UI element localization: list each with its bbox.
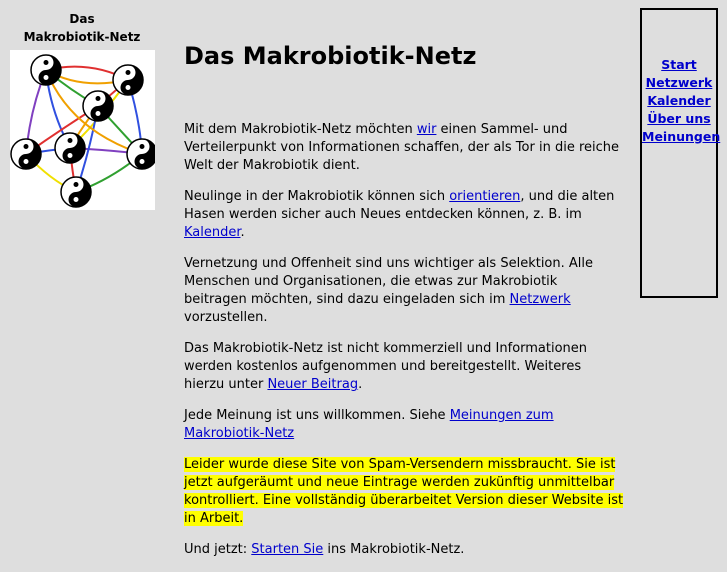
orientieren-link[interactable]: orientieren [449, 189, 521, 204]
main-content [184, 121, 624, 572]
nav-netzwerk[interactable]: Netzwerk [645, 75, 713, 90]
text: . [358, 377, 363, 392]
nav-kalender[interactable]: Kalender [647, 93, 711, 108]
text: Das Makrobiotik-Netz ist nicht kommerziell und Informationen werden kostenlos aufgenommen und bereitgestellt. Weiteres hierzu unter [184, 341, 588, 392]
noncommercial-paragraph [184, 340, 624, 394]
logo-title [8, 10, 156, 46]
nav-meinungen[interactable]: Meinungen [642, 129, 721, 144]
nav-start[interactable]: Start [661, 57, 697, 72]
starten-sie-link[interactable]: Starten Sie [251, 542, 324, 557]
text: Jede Meinung ist uns willkommen. Siehe [184, 408, 450, 423]
kalender-link[interactable]: Kalender [184, 225, 241, 240]
spam-notice [184, 456, 624, 528]
text: . [240, 225, 245, 240]
network-paragraph [184, 255, 624, 327]
text: Neulinge in der Makrobiotik können sich [184, 189, 450, 204]
text: Mit dem Makrobiotik-Netz möchten [184, 122, 417, 137]
yin-yang-network-icon [10, 50, 155, 210]
text: Und jetzt: [184, 542, 252, 557]
intro-paragraph [184, 121, 624, 175]
text: einen Sammel- und Verteilerpunkt von Informationen schaffen, der als Tor in die reiche Welt der Makrobiotik dient. [184, 122, 620, 173]
nav-ueber-uns[interactable]: Über uns [647, 111, 711, 126]
logo-title-line1: Das [69, 12, 95, 26]
meinungen-link[interactable]: Meinungen zum Makrobiotik-Netz [184, 408, 554, 441]
logo-image [10, 50, 155, 210]
text: , und die alten Hasen werden sicher auch Neues entdecken können, z. B. im [184, 189, 615, 222]
newcomers-paragraph [184, 188, 624, 242]
logo-title-line2: Makrobiotik-Netz [23, 30, 141, 44]
text: ins Makrobiotik-Netz. [323, 542, 465, 557]
wir-link[interactable]: wir [416, 122, 437, 137]
page-title: Das Makrobiotik-Netz [184, 42, 477, 70]
right-navigation [640, 8, 721, 298]
opinions-paragraph [184, 407, 624, 443]
start-paragraph [184, 541, 624, 559]
neuer-beitrag-link[interactable]: Neuer Beitrag [267, 377, 359, 392]
text: Vernetzung und Offenheit sind uns wichtiger als Selektion. Alle Menschen und Organisationen, die etwas zur Makrobiotik beitragen möchten, sind dazu eingeladen sich im [184, 256, 593, 307]
text: vorzustellen. [184, 310, 268, 325]
highlighted-notice: Leider wurde diese Site von Spam-Versendern missbraucht. Sie ist jetzt aufgeräumt und neue Eintrage werden zukünftig unmittelbar kontrolliert. Eine vollständig überarbeitet Version dieser Website ist in Arbeit. [184, 457, 624, 526]
netzwerk-link[interactable]: Netzwerk [509, 292, 571, 307]
